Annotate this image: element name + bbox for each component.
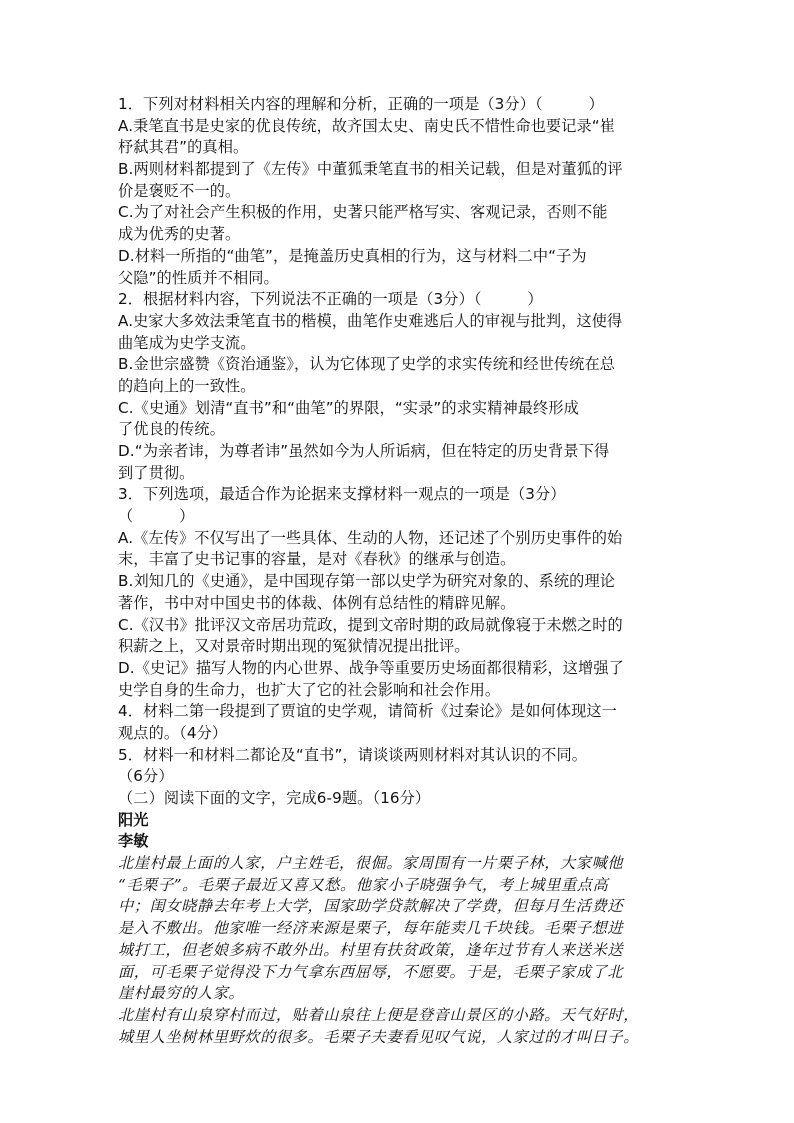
story-paragraph-2-line: 城里人坐树林里野炊的很多。毛栗子夫妻看见叹气说，人家过的才叫日子。 xyxy=(118,1027,639,1046)
question-5-stem-cont: （6分） xyxy=(118,767,174,786)
question-1-option-a: A.秉笔直书是史家的优良传统，故齐国太史、南史氏不惜性命也要记录“崔 xyxy=(118,116,616,135)
story-paragraph-1-line: 崖村最穷的人家。 xyxy=(118,984,245,1003)
question-2-option-c-cont: 了优良的传统。 xyxy=(118,420,226,439)
question-1-option-c-cont: 成为优秀的史著。 xyxy=(118,225,241,244)
question-3-answer-blank: （ ） xyxy=(118,507,195,526)
question-3-option-c: C.《汉书》批评汉文帝居功荒政，提到文帝时期的政局就像寝于未燃之时的 xyxy=(118,615,623,634)
question-2-option-d-cont: 到了贯彻。 xyxy=(118,463,195,482)
question-1 xyxy=(118,94,678,289)
question-3 xyxy=(118,484,678,701)
story-paragraph-1-line: “毛栗子”。毛栗子最近又喜又愁。他家小子晓强争气，考上城里重点高 xyxy=(118,875,609,894)
question-2-option-b: B.金世宗盛赞《资治通鉴》，认为它体现了史学的求实传统和经世传统在总 xyxy=(118,355,616,374)
question-4-stem-cont: 观点的。（4分） xyxy=(118,723,228,742)
question-2-option-d: D.“为亲者讳，为尊者讳”虽然如今为人所诟病，但在特定的历史背景下得 xyxy=(118,442,610,460)
question-1-option-c: C.为了对社会产生积极的作用，史著只能严格写实、客观记录，否则不能 xyxy=(118,203,608,222)
story-author: 李敏 xyxy=(118,832,149,851)
question-1-option-d: D.材料一所指的“曲笔”，是掩盖历史真相的行为，这与材料二中“子为 xyxy=(118,246,587,265)
question-2-option-b-cont: 的趋向上的一致性。 xyxy=(118,376,256,395)
story-paragraph-2-line: 北崖村有山泉穿村而过，贴着山泉往上便是登音山景区的小路。天气好时， xyxy=(118,1005,639,1024)
question-3-option-b-cont: 著作，书中对中国史书的体裁、体例有总结性的精辟见解。 xyxy=(118,593,516,612)
story-paragraph-1-line: 面，可毛栗子觉得没下力气拿东西屈辱，不愿要。于是，毛栗子家成了北 xyxy=(118,962,624,981)
story-paragraph-1-line: 是入不敷出。他家唯一经济来源是栗子，每年能卖几千块钱。毛栗子想进 xyxy=(118,919,624,938)
story-paragraph-1-line: 北崖村最上面的人家，户主姓毛，很倔。家周围有一片栗子林，大家喊他 xyxy=(118,854,624,873)
question-2-option-c: C.《史通》划清“直书”和“曲笔”的界限，“实录”的求实精神最终形成 xyxy=(118,398,579,417)
story-paragraph-1-line: 城打工，但老娘多病不敢外出。村里有扶贫政策，逢年过节有人来送米送 xyxy=(118,940,624,959)
question-2-option-a: A.史家大多效法秉笔直书的楷模，曲笔作史难逃后人的审视与批判，这使得 xyxy=(118,311,623,330)
question-5-stem: 5．材料一和材料二都论及“直书”，请谈谈两则材料对其认识的不同。 xyxy=(118,745,588,764)
story-title: 阳光 xyxy=(118,810,149,829)
question-1-option-b-cont: 价是褒贬不一的。 xyxy=(118,181,241,200)
question-1-option-d-cont: 父隐”的性质并不相同。 xyxy=(118,268,279,287)
story-body xyxy=(118,853,678,1048)
question-3-option-a-cont: 末，丰富了史书记事的容量，是对《春秋》的继承与创造。 xyxy=(118,550,516,569)
question-2-option-a-cont: 曲笔成为史学支流。 xyxy=(118,333,256,352)
question-3-stem: 3．下列选项，最适合作为论据来支撑材料一观点的一项是（3分） xyxy=(118,485,566,504)
story-paragraph-1-line: 中；闺女晓静去年考上大学，国家助学贷款解决了学费，但每月生活费还 xyxy=(118,897,624,916)
question-3-option-c-cont: 积薪之上，又对景帝时期出现的冤狱情况提出批评。 xyxy=(118,637,470,656)
document-page xyxy=(118,94,678,1048)
question-1-option-a-cont: 杼弑其君”的真相。 xyxy=(118,138,249,157)
question-4 xyxy=(118,701,678,744)
section-heading: （二）阅读下面的文字，完成6-9题。（16分） xyxy=(118,789,431,807)
question-5 xyxy=(118,745,678,788)
question-3-option-b: B.刘知几的《史通》，是中国现存第一部以史学为研究对象的、系统的理论 xyxy=(118,572,616,591)
question-3-option-d-cont: 史学自身的生命力，也扩大了它的社会影响和社会作用。 xyxy=(118,680,501,699)
question-3-option-a: A.《左传》不仅写出了一些具体、生动的人物，还记述了个别历史事件的始 xyxy=(118,528,623,547)
question-2-stem: 2．根据材料内容，下列说法不正确的一项是（3分）（ ） xyxy=(118,290,543,309)
question-3-option-d: D.《史记》描写人物的内心世界、战争等重要历史场面都很精彩，这增强了 xyxy=(118,658,624,677)
question-4-stem: 4．材料二第一段提到了贾谊的史学观，请简析《过秦论》是如何体现这一 xyxy=(118,702,617,721)
question-1-option-b: B.两则材料都提到了《左传》中董狐秉笔直书的相关记载，但是对董狐的评 xyxy=(118,160,623,179)
question-1-stem: 1．下列对材料相关内容的理解和分析，正确的一项是（3分）（ ） xyxy=(118,95,604,113)
question-2 xyxy=(118,289,678,484)
